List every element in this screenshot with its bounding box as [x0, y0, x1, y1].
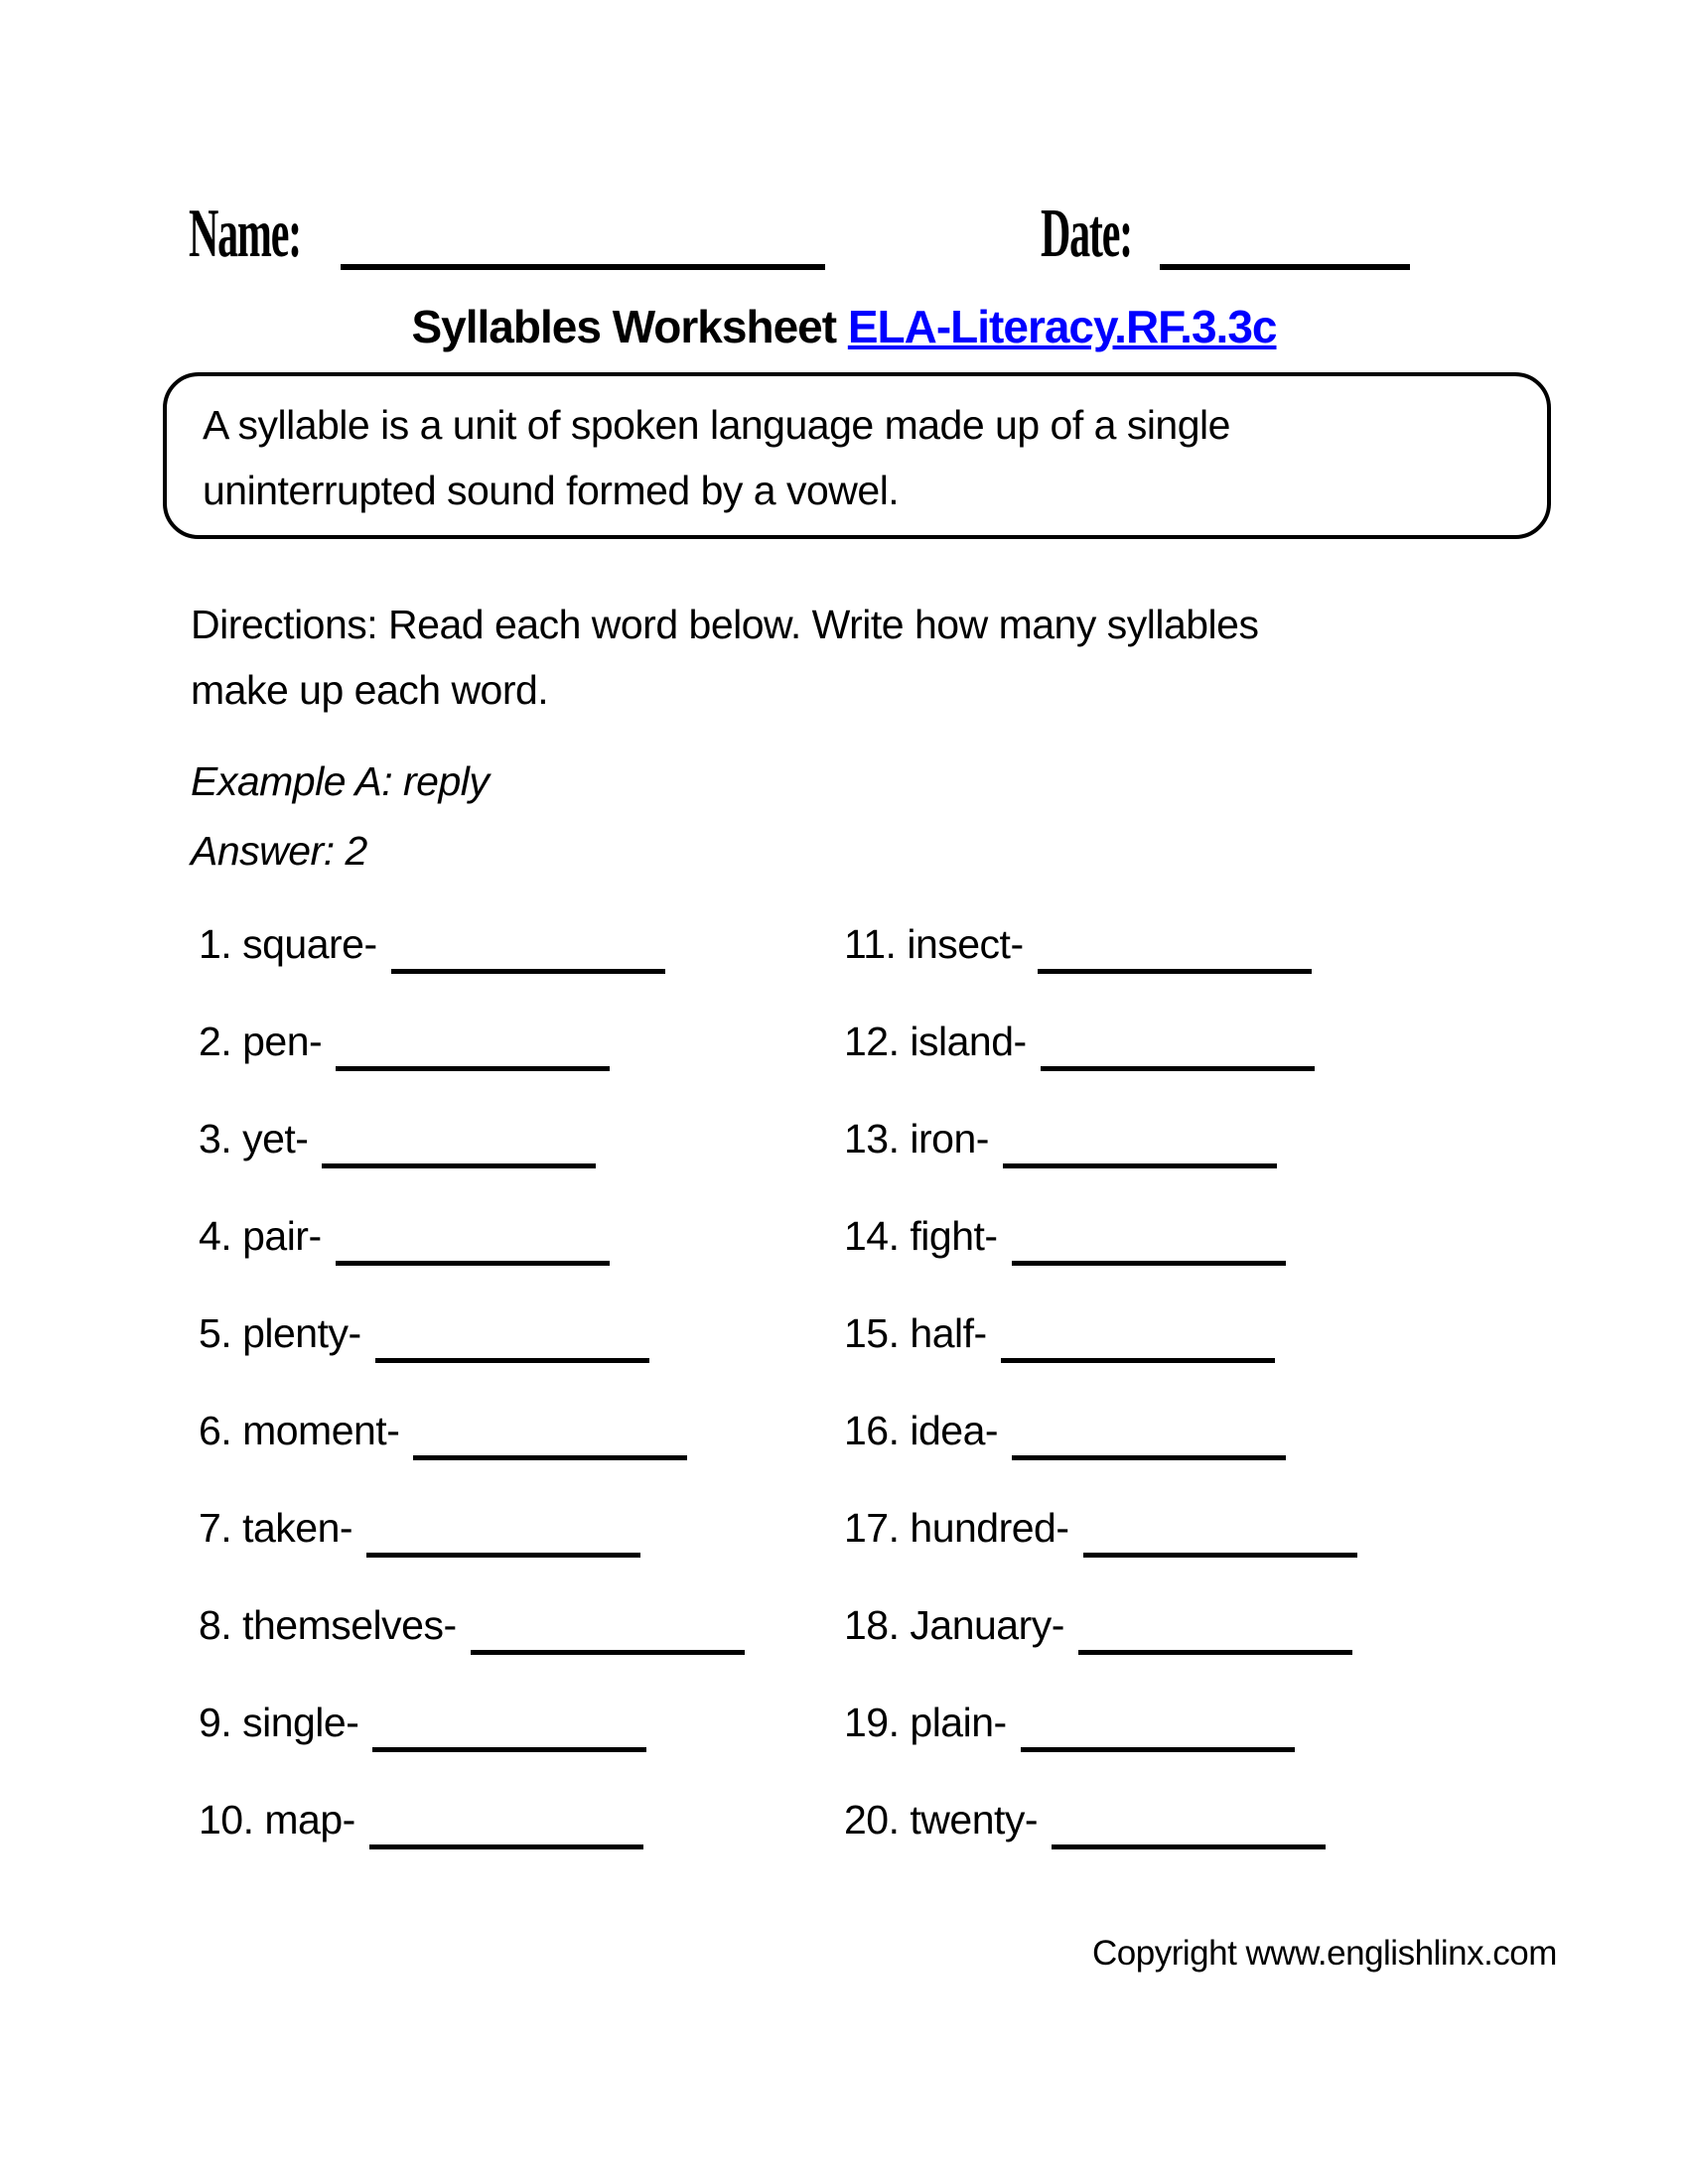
worksheet-item [199, 1408, 834, 1505]
page-title: Syllables Worksheet [411, 301, 848, 352]
answer-blank-line [375, 1358, 649, 1363]
worksheet-item [199, 1505, 834, 1602]
worksheet-item [199, 1700, 834, 1797]
worksheet-item [844, 1116, 1579, 1213]
answer-line: Answer: 2 [191, 828, 367, 874]
item-label: 3. yet- [199, 1116, 309, 1161]
items-column-left [199, 921, 834, 1894]
answer-blank-line [1012, 1455, 1286, 1460]
worksheet-item [199, 1602, 834, 1700]
worksheet-item [844, 1797, 1579, 1894]
answer-blank-line [1052, 1844, 1326, 1849]
worksheet-item [844, 1310, 1579, 1408]
item-label: 13. iron- [844, 1116, 989, 1161]
worksheet-item [199, 1116, 834, 1213]
answer-blank-line [1038, 969, 1312, 974]
worksheet-item [844, 1408, 1579, 1505]
item-label: 19. plain- [844, 1700, 1007, 1745]
answer-blank-line [1012, 1261, 1286, 1266]
item-label: 16. idea- [844, 1408, 999, 1453]
item-label: 6. moment- [199, 1408, 400, 1453]
item-label: 20. twenty- [844, 1797, 1039, 1843]
name-blank-line [341, 264, 825, 270]
name-label: Name: [189, 196, 301, 272]
worksheet-item [199, 1213, 834, 1310]
answer-blank-line [1021, 1747, 1295, 1752]
worksheet-item [844, 1213, 1579, 1310]
item-label: 2. pen- [199, 1019, 323, 1064]
item-label: 7. taken- [199, 1505, 353, 1551]
item-label: 9. single- [199, 1700, 359, 1745]
worksheet-item [199, 1310, 834, 1408]
answer-blank-line [1001, 1358, 1275, 1363]
answer-blank-line [366, 1553, 640, 1558]
answer-blank-line [1078, 1650, 1352, 1655]
answer-blank-line [336, 1066, 610, 1071]
items-column-right [844, 921, 1579, 1894]
answer-blank-line [471, 1650, 745, 1655]
directions-text: Directions: Read each word below. Write how many syllables make up each word. [191, 602, 1259, 713]
date-label: Date: [1041, 196, 1132, 272]
definition-text: A syllable is a unit of spoken language made up of a single uninterrupted sound formed by a vowel. [203, 402, 1230, 513]
item-label: 5. plenty- [199, 1310, 361, 1356]
item-label: 1. square- [199, 921, 377, 967]
example-block [191, 747, 489, 886]
item-label: 8. themselves- [199, 1602, 457, 1648]
item-label: 4. pair- [199, 1213, 322, 1259]
copyright-text: Copyright www.englishlinx.com [1092, 1934, 1557, 1973]
answer-blank-line [322, 1163, 596, 1168]
item-label: 18. January- [844, 1602, 1064, 1648]
worksheet-item [199, 1019, 834, 1116]
item-label: 14. fight- [844, 1213, 998, 1259]
answer-blank-line [1083, 1553, 1357, 1558]
worksheet-item [199, 1797, 834, 1894]
worksheet-title-row [0, 300, 1688, 353]
worksheet-item [844, 1505, 1579, 1602]
standard-link[interactable]: ELA-Literacy.RF.3.3c [847, 301, 1277, 352]
answer-blank-line [336, 1261, 610, 1266]
answer-blank-line [413, 1455, 687, 1460]
definition-box [163, 372, 1551, 539]
answer-blank-line [1041, 1066, 1315, 1071]
example-line: Example A: reply [191, 758, 490, 804]
item-label: 17. hundred- [844, 1505, 1069, 1551]
item-label: 11. insect- [844, 921, 1024, 967]
answer-blank-line [1003, 1163, 1277, 1168]
item-label: 12. island- [844, 1019, 1027, 1064]
worksheet-item [844, 1700, 1579, 1797]
item-label: 10. map- [199, 1797, 355, 1843]
answer-blank-line [369, 1844, 643, 1849]
answer-blank-line [372, 1747, 646, 1752]
item-label: 15. half- [844, 1310, 987, 1356]
worksheet-item [199, 921, 834, 1019]
date-blank-line [1160, 264, 1410, 270]
answer-blank-line [391, 969, 665, 974]
worksheet-item [844, 1602, 1579, 1700]
worksheet-item [844, 921, 1579, 1019]
worksheet-item [844, 1019, 1579, 1116]
